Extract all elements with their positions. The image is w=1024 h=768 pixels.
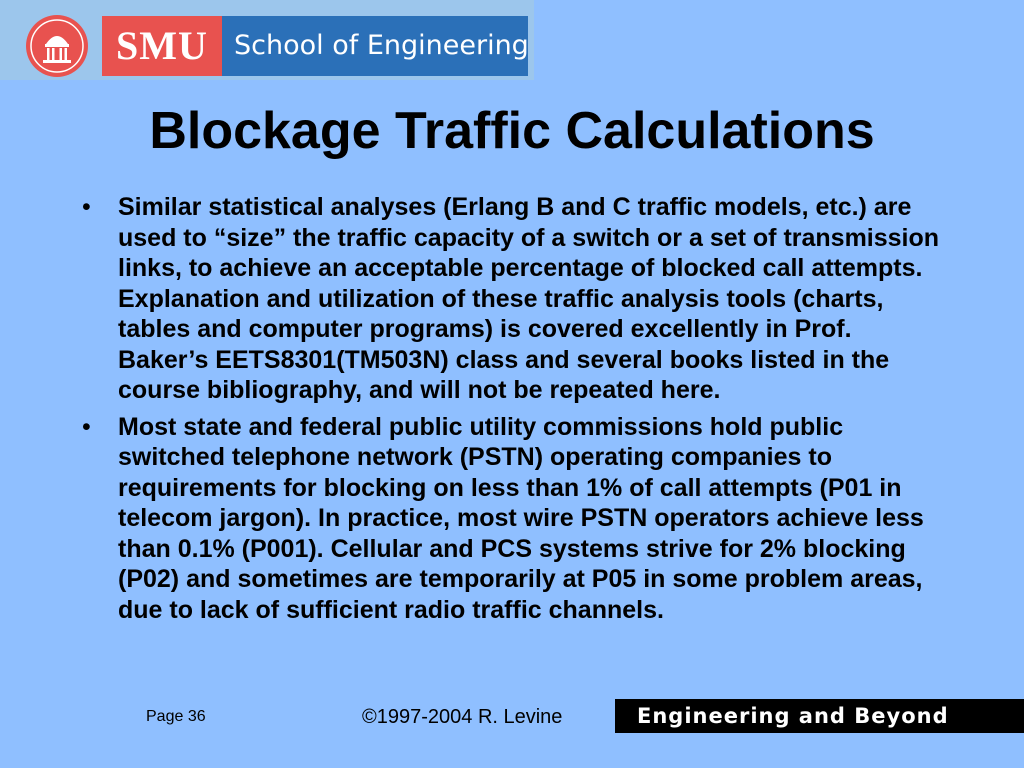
page-number: Page 36 (146, 708, 206, 725)
bullet-item (82, 192, 942, 406)
bullet-list (82, 192, 942, 631)
bullet-text: Most state and federal public utility commissions hold public switched telephone network (PSTN) operating companies to requirements for blocking on less than 1% of call attempts (P01 in telecom jargon). In practice, most wire PSTN operators achieve less than 0.1% (P001). Cellular and PCS systems strive for 2% blocking (P02) and sometimes are temporarily at P05 in some problem areas, due to lack of sufficient radio traffic channels. (118, 412, 924, 624)
smu-seal-icon (24, 14, 90, 78)
bullet-item (82, 412, 942, 626)
bullet-text: Similar statistical analyses (Erlang B and C traffic models, etc.) are used to “size” the traffic capacity of a switch or a set of transmission links, to achieve an acceptable percentage of blocked call attempts. Explanation and utilization of these traffic analysis tools (charts, tables and computer programs) is covered excellently in Prof. Baker’s EETS8301(TM503N) class and several books listed in the course bibliography, and will not be repeated here. (118, 193, 940, 404)
engineering-and-beyond-tagline: Engineering and Beyond (615, 699, 1024, 733)
school-of-engineering-logo: School of Engineering (222, 16, 528, 76)
copyright-notice: ©1997-2004 R. Levine (362, 706, 563, 728)
header-banner (0, 0, 534, 80)
smu-logo: SMU (102, 16, 222, 76)
slide-title: Blockage Traffic Calculations (149, 102, 875, 160)
bullet-dot-icon: • (82, 193, 91, 221)
bullet-dot-icon: • (82, 412, 91, 441)
